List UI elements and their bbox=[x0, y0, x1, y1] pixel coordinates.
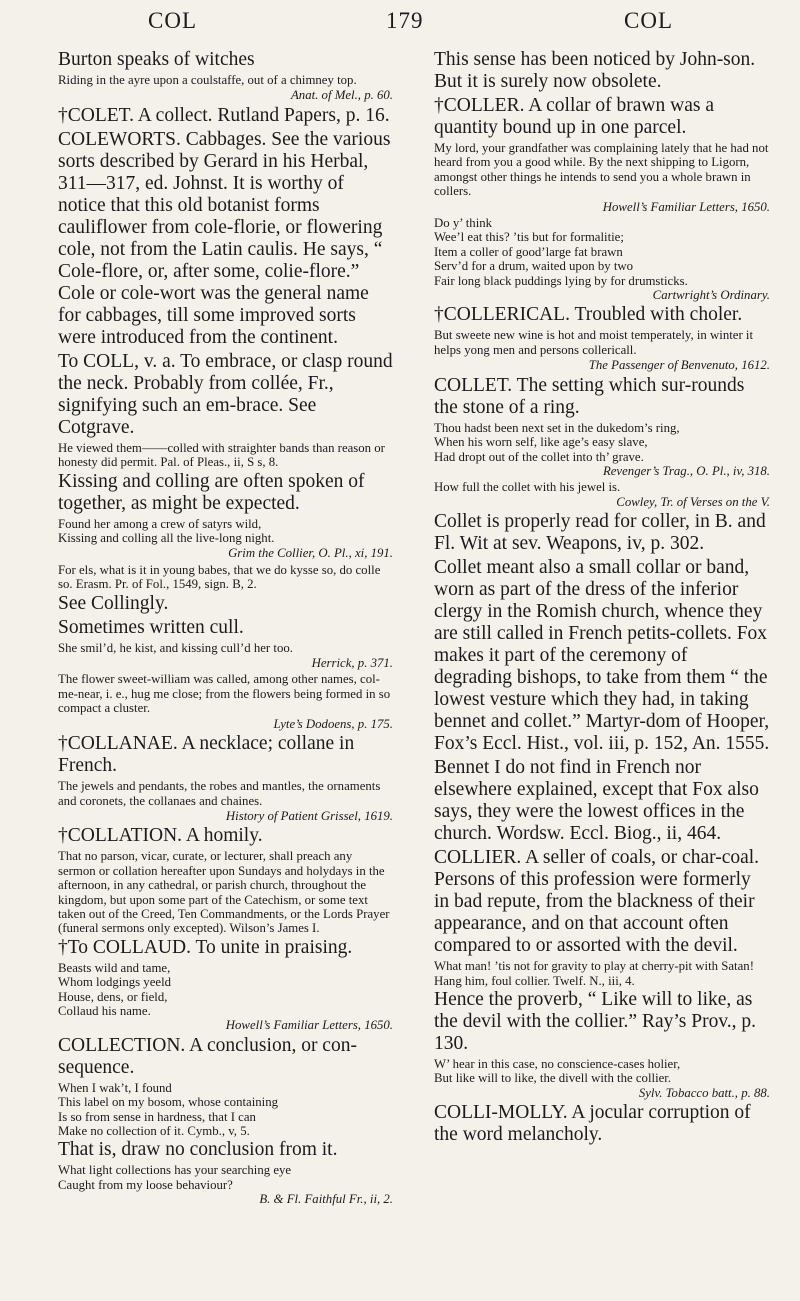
entry-paragraph: Hence the proverb, “ Like will to like, as the devil with the collier.” Ray’s Prov., p. 130. bbox=[434, 988, 757, 1054]
entry-paragraph: See Collingly. bbox=[58, 592, 169, 614]
entry-paragraph: Sometimes written cull. bbox=[58, 616, 244, 638]
entry-paragraph: Bennet I do not find in French nor elsewhere explained, except that Fox also says, they were the lowest offices in the church. Wordsw. Eccl. Biog., ii, 464. bbox=[434, 757, 759, 845]
citation: Cartwright’s Ordinary. bbox=[652, 288, 770, 303]
entry-paragraph: To COLL, v. a. To embrace, or clasp round the neck. Probably from collée, Fr., signifying such an em-brace. See Cotgrave. bbox=[58, 350, 393, 438]
citation: Howell’s Familiar Letters, 1650. bbox=[602, 199, 770, 214]
left-column bbox=[58, 48, 393, 1209]
citation: Anat. of Mel., p. 60. bbox=[290, 88, 393, 103]
entry-paragraph: †COLLATION. A homily. bbox=[58, 825, 263, 847]
quotation: That no parson, vicar, curate, or lecturer, shall preach any sermon or collation hereafter upon Sundays and holydays in the afternoon, in any cathedral, or parish church, throughout the kingdom, but upon some part of the Catechism, or some text taken out of the Creed, Ten Commandments, or the Lords Prayer (funeral sermons only excepted). Wilson’s James I. bbox=[58, 849, 390, 936]
right-column bbox=[434, 48, 770, 1148]
citation: Lyte’s Dodoens, p. 175. bbox=[273, 716, 393, 731]
entry-paragraph: †COLLANAE. A necklace; collane in French. bbox=[58, 733, 355, 777]
quotation: When I wak’t, I found This label on my bosom, whose containing Is so from sense in hardness, that I can Make no collection of it. Cymb., v, 5. bbox=[58, 1080, 279, 1138]
quotation: Found her among a crew of satyrs wild, Kissing and colling all the live-long night. bbox=[58, 516, 275, 546]
quotation: Beasts wild and tame, Whom lodgings yeeld House, dens, or field, Collaud his name. bbox=[58, 960, 172, 1018]
citation: Howell’s Familiar Letters, 1650. bbox=[225, 1018, 393, 1033]
quotation: The flower sweet-william was called, among other names, col-me-near, i. e., hug me close; from the flowers being formed in so compact a cluster. bbox=[58, 672, 391, 716]
quotation: For els, what is it in young babes, that we do kysse so, do colle so. Erasm. Pr. of Fol., 1549, sign. B, 2. bbox=[58, 562, 381, 592]
entry-paragraph: Burton speaks of witches bbox=[58, 49, 255, 70]
entry-paragraph: Kissing and colling are often spoken of together, as might be expected. bbox=[58, 470, 365, 514]
entry-paragraph: Collet meant also a small collar or band, worn as part of the dress of the inferior clergy in the Romish church, whence they are still called in French petits-collets. Fox makes it part of the ceremony of degrading bishops, to take from them “ the lowest vesture which they had, in taking bennet and collet.” Martyr-dom of Hooper, Fox’s Eccl. Hist., vol. iii, p. 152, An. 1555. bbox=[434, 557, 770, 755]
entry-paragraph: That is, draw no conclusion from it. bbox=[58, 1139, 338, 1161]
quotation: Thou hadst been next set in the dukedom’s ring, When his worn self, like age’s easy slave, Had dropt out of the collet into th’ grave. bbox=[434, 420, 680, 464]
citation: History of Patient Grissel, 1619. bbox=[225, 808, 393, 823]
citation: Herrick, p. 371. bbox=[311, 656, 393, 671]
entry-paragraph: This sense has been noticed by John-son. But it is surely now obsolete. bbox=[434, 49, 756, 92]
running-header bbox=[0, 8, 800, 42]
entry-paragraph: †COLLER. A collar of brawn was a quantity bound up in one parcel. bbox=[434, 95, 714, 138]
citation: The Passenger of Benvenuto, 1612. bbox=[588, 358, 770, 373]
quotation: What man! ’tis not for gravity to play at cherry-pit with Satan! Hang him, foul collier. Twelf. N., iii, 4. bbox=[434, 959, 754, 988]
quotation: W’ hear in this case, no conscience-cases holier, But like will to like, the divell with the collier. bbox=[434, 1056, 681, 1086]
citation: B. & Fl. Faithful Fr., ii, 2. bbox=[259, 1192, 393, 1207]
quotation: My lord, your grandfather was complaining lately that he had not heard from you a good while. By the next shipping to Ligorn, amongst other things he intends to send you a whole brawn in collers. bbox=[434, 141, 769, 199]
page-number: 179 bbox=[386, 8, 424, 33]
quotation: Riding in the ayre upon a coulstaffe, out of a chimney top. bbox=[58, 73, 357, 87]
entry-paragraph: COLLECTION. A conclusion, or con-sequence. bbox=[58, 1034, 357, 1078]
citation: Sylv. Tobacco batt., p. 88. bbox=[638, 1085, 770, 1100]
header-left-word: COL bbox=[148, 8, 197, 33]
entry-paragraph: †COLET. A collect. Rutland Papers, p. 16. bbox=[58, 104, 390, 126]
entry-paragraph: Collet is properly read for coller, in B. and Fl. Wit at sev. Weapons, iv, p. 302. bbox=[434, 511, 766, 555]
entry-paragraph: COLLIER. A seller of coals, or char-coal. Persons of this profession were formerly in bad repute, from the blackness of their appearance, and on that account often compared to or assorted with the devil. bbox=[434, 847, 760, 957]
quotation: What light collections has your searching eye Caught from my loose behaviour? bbox=[58, 1163, 292, 1192]
entry-paragraph: COLEWORTS. Cabbages. See the various sorts described by Gerard in his Herbal, 311—317, ed. Johnst. It is worthy of notice that this old botanist forms cauliflower from cole-florie, or flowering cole, not from the Latin caulis. He says, “ Cole-flore, or, after some, colie-flore.” Cole or cole-wort was the general name for cabbages, till some improved sorts were introduced from the continent. bbox=[58, 128, 391, 348]
entry-paragraph: COLLET. The setting which sur-rounds the stone of a ring. bbox=[434, 374, 745, 418]
quotation: How full the collet with his jewel is. bbox=[434, 480, 621, 495]
quotation: Do y’ think Wee’l eat this? ’tis but for formalitie; Item a coller of good’large fat brawn Serv’d for a drum, waited upon by two Fair long black puddings lying by for drumsticks. bbox=[434, 216, 688, 288]
citation: Cowley, Tr. of Verses on the V. bbox=[616, 494, 770, 509]
quotation: He viewed them——colled with straighter bands than reason or honesty did permit. Pal. of Pleas., ii, S s, 8. bbox=[58, 440, 385, 470]
entry-paragraph: †To COLLAUD. To unite in praising. bbox=[58, 936, 353, 958]
citation: Revenger’s Trag., O. Pl., iv, 318. bbox=[602, 463, 770, 478]
quotation: The jewels and pendants, the robes and mantles, the ornaments and coronets, the collanaes and chaines. bbox=[58, 779, 381, 808]
quotation: She smil’d, he kist, and kissing cull’d her too. bbox=[58, 640, 293, 655]
entry-paragraph: COLLI-MOLLY. A jocular corruption of the word melancholy. bbox=[434, 1102, 751, 1146]
quotation: But sweete new wine is hot and moist temperately, in winter it helps yong men and persons collericall. bbox=[434, 328, 754, 357]
header-right-word: COL bbox=[624, 8, 673, 33]
citation: Grim the Collier, O. Pl., xi, 191. bbox=[228, 546, 393, 561]
entry-paragraph: †COLLERICAL. Troubled with choler. bbox=[434, 304, 743, 326]
